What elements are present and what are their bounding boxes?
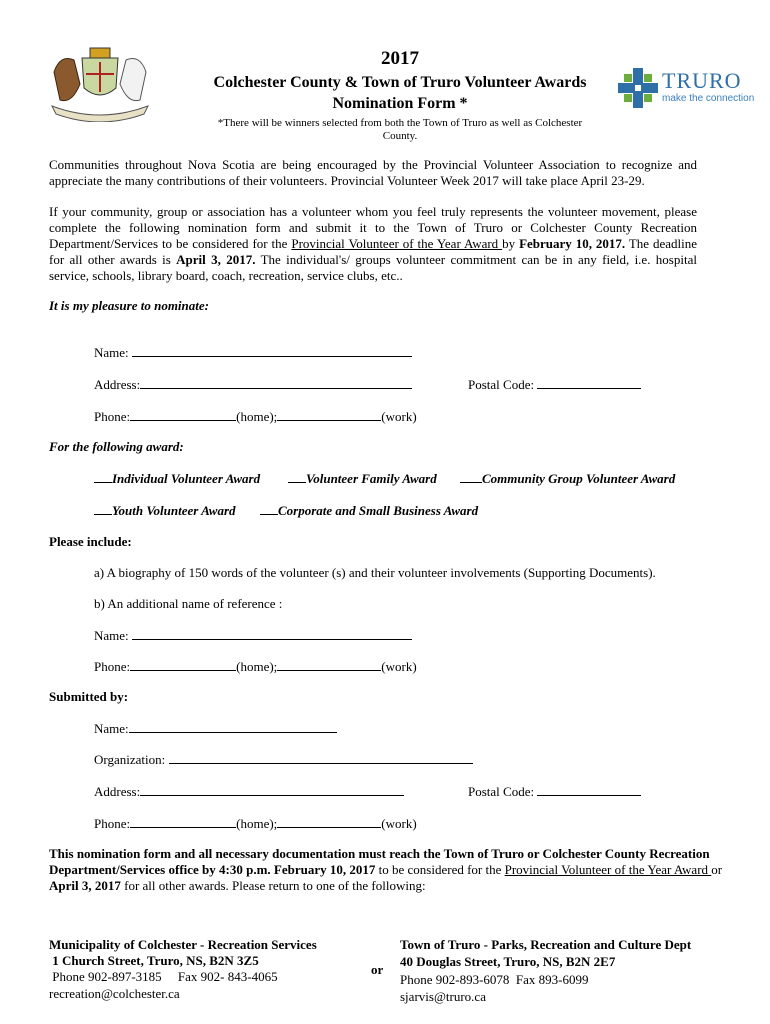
award-option-corporate[interactable]: [260, 502, 478, 519]
colchester-contact-phone: Phone 902-897-3185 Fax 902- 843-4065: [49, 969, 278, 984]
award-label-individual: Individual Volunteer Award: [112, 471, 261, 486]
award-checkbox-youth[interactable]: [94, 502, 112, 515]
reference-home-label: (home);: [236, 659, 278, 674]
form-year: 2017: [381, 48, 419, 69]
nominee-postal-row: [468, 376, 641, 393]
award-option-youth[interactable]: [94, 502, 236, 519]
award-option-community[interactable]: [460, 470, 675, 487]
nominee-work-label: (work): [381, 409, 417, 424]
truro-tagline: make the connection: [662, 93, 755, 104]
form-subtitle: Nomination Form *: [332, 95, 468, 112]
intro-p2-date1: February 10, 2017.: [519, 236, 626, 251]
truro-logo-text: TRURO: [662, 68, 742, 93]
submitter-org-field[interactable]: [169, 751, 473, 764]
nominee-address-row: [94, 376, 412, 393]
award-checkbox-corporate[interactable]: [260, 502, 278, 515]
submitter-address-row: [94, 783, 404, 800]
submitter-name-row: [94, 720, 337, 737]
reference-name-label: Name:: [94, 628, 129, 643]
award-checkbox-family[interactable]: [288, 470, 306, 483]
award-option-individual[interactable]: [94, 470, 260, 487]
include-item-a: a) A biography of 150 words of the volunteer (s) and their volunteer involvements (Supporting Documents).: [94, 565, 656, 580]
submitter-postal-label: Postal Code:: [468, 784, 535, 799]
truro-contact-phone: Phone 902-893-6078 Fax 893-6099: [400, 972, 589, 987]
nominee-work-phone-field[interactable]: [277, 408, 381, 421]
submitter-address-label: Address:: [94, 784, 141, 799]
colchester-contact-address: 1 Church Street, Truro, NS, B2N 3Z5: [49, 953, 259, 968]
intro-p2-text-a: If your community, group or association has a volunteer whom you feel truly represents the volunteer movement, please complete the following nomination form and submit it to the Town of Truro or Colchester County Recreation Department/Services to be considered for the: [49, 204, 697, 251]
form-title: Colchester County & Town of Truro Volunteer Awards: [213, 74, 587, 91]
header-note-line2: County.: [382, 130, 418, 142]
award-option-family[interactable]: [288, 470, 437, 487]
submitter-phone-row: [94, 815, 417, 832]
footer-note-text2: or: [711, 862, 723, 877]
footer-note-text3: for all other awards. Please return to one of the following:: [120, 878, 426, 893]
award-checkbox-individual[interactable]: [94, 470, 112, 483]
reference-phone-label: Phone:: [94, 659, 131, 674]
submitter-name-field[interactable]: [129, 720, 337, 733]
award-checkbox-community[interactable]: [460, 470, 482, 483]
nominee-phone-label: Phone:: [94, 409, 131, 424]
nominee-name-row: [94, 344, 412, 361]
reference-work-phone-field[interactable]: [277, 658, 381, 671]
award-label-community: Community Group Volunteer Award: [482, 471, 676, 486]
nominee-address-field[interactable]: [140, 376, 412, 389]
nominee-name-field[interactable]: [132, 344, 412, 357]
truro-mark-icon: [618, 68, 658, 108]
award-label-corporate: Corporate and Small Business Award: [278, 503, 479, 518]
nominee-postal-label: Postal Code:: [468, 377, 535, 392]
truro-contact-name: Town of Truro - Parks, Recreation and Culture Dept: [400, 937, 692, 952]
intro-paragraph-2: [49, 204, 697, 284]
reference-phone-row: [94, 658, 417, 675]
award-heading: For the following award:: [49, 439, 184, 454]
footer-note: [49, 846, 739, 894]
nominee-phone-row: [94, 408, 417, 425]
submitted-heading: Submitted by:: [49, 689, 129, 704]
truro-contact-email: sjarvis@truro.ca: [400, 989, 486, 1004]
footer-note-bold1: This nomination form and all necessary documentation must reach the Town of Truro or Colchester County Recreation Department/Services office by 4:30 p.m. February 10, 2017: [49, 846, 710, 877]
colchester-contact-name: Municipality of Colchester - Recreation Services: [49, 937, 317, 952]
include-item-b: b) An additional name of reference :: [94, 596, 283, 611]
submitter-home-phone-field[interactable]: [130, 815, 236, 828]
nominee-address-label: Address:: [94, 377, 141, 392]
submitter-org-row: [94, 751, 473, 768]
nominee-home-label: (home);: [236, 409, 278, 424]
colchester-crest-logo: [46, 44, 154, 122]
include-heading: Please include:: [49, 534, 132, 549]
intro-paragraph-1: Communities throughout Nova Scotia are being encouraged by the Provincial Volunteer Association to recognize and appreciate the many contributions of their volunteers. Provincial Volunteer Week 2017 will take place April 23-29.: [49, 157, 697, 188]
submitter-postal-row: [468, 783, 641, 800]
colchester-contact-email: recreation@colchester.ca: [49, 986, 180, 1001]
footer-award-link-text: Provincial Volunteer of the Year Award: [504, 862, 712, 877]
nominee-home-phone-field[interactable]: [130, 408, 236, 421]
reference-work-label: (work): [381, 659, 417, 674]
intro-p2-text-d: The individual's/ groups volunteer commitment can be in any field, i.e. hospital service, schools, library board, coach, recreation, service clubs, etc..: [49, 252, 697, 283]
nominee-name-label: Name:: [94, 345, 129, 360]
submitter-home-label: (home);: [236, 816, 278, 831]
submitter-phone-label: Phone:: [94, 816, 131, 831]
truro-logo: [618, 66, 758, 112]
reference-name-field[interactable]: [132, 627, 412, 640]
nominate-heading: It is my pleasure to nominate:: [49, 298, 209, 313]
award-label-family: Volunteer Family Award: [306, 471, 437, 486]
reference-home-phone-field[interactable]: [130, 658, 236, 671]
provincial-award-link-text: Provincial Volunteer of the Year Award: [291, 236, 503, 251]
intro-p2-text-b: by: [502, 236, 520, 251]
contact-or-separator: or: [371, 962, 384, 977]
intro-p2-date2: April 3, 2017.: [176, 252, 256, 267]
submitter-address-field[interactable]: [140, 783, 404, 796]
footer-note-text1: to be considered for the: [375, 862, 505, 877]
intro-p2-text-c: The deadline for all other awards is: [49, 236, 698, 267]
submitter-work-phone-field[interactable]: [277, 815, 381, 828]
truro-contact-address: 40 Douglas Street, Truro, NS, B2N 2E7: [400, 954, 616, 969]
nominee-postal-field[interactable]: [537, 376, 641, 389]
submitter-org-label: Organization:: [94, 752, 166, 767]
footer-note-bold2: April 3, 2017: [49, 878, 121, 893]
reference-name-row: [94, 627, 412, 644]
header-note-line1: *There will be winners selected from both the Town of Truro as well as Colchester: [217, 117, 583, 129]
submitter-work-label: (work): [381, 816, 417, 831]
submitter-postal-field[interactable]: [537, 783, 641, 796]
submitter-name-label: Name:: [94, 721, 129, 736]
award-label-youth: Youth Volunteer Award: [112, 503, 236, 518]
